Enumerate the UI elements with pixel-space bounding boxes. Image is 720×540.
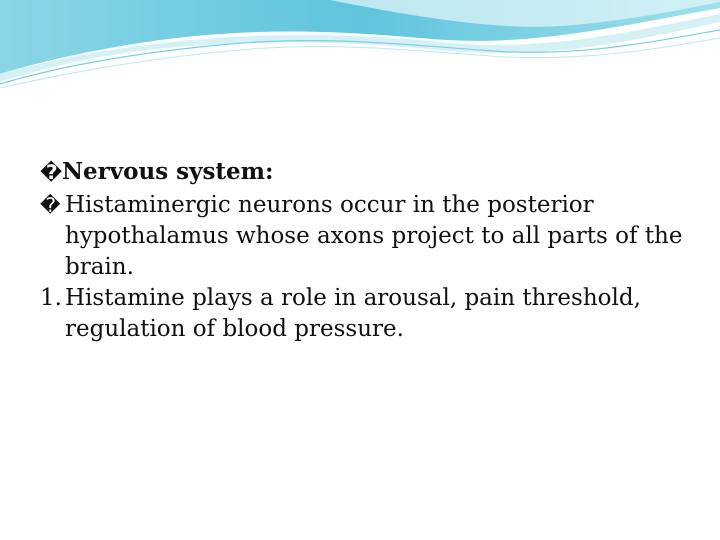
numbered-text: Histamine plays a role in arousal, pain threshold, regulation of blood pressure. — [65, 285, 641, 342]
slide-body — [40, 156, 690, 345]
bullet-paragraph — [40, 190, 690, 283]
heading-text: Nervous system: — [62, 158, 274, 185]
numbered-paragraph — [40, 283, 690, 345]
header-wave-decoration — [0, 0, 720, 90]
bullet-marker: � — [40, 193, 61, 217]
heading-paragraph — [40, 156, 690, 188]
number-marker: 1. — [40, 285, 62, 311]
heading-bullet: � — [40, 160, 63, 184]
bullet-text: Histaminergic neurons occur in the posterior hypothalamus whose axons project to all parts of the brain. — [65, 192, 683, 280]
